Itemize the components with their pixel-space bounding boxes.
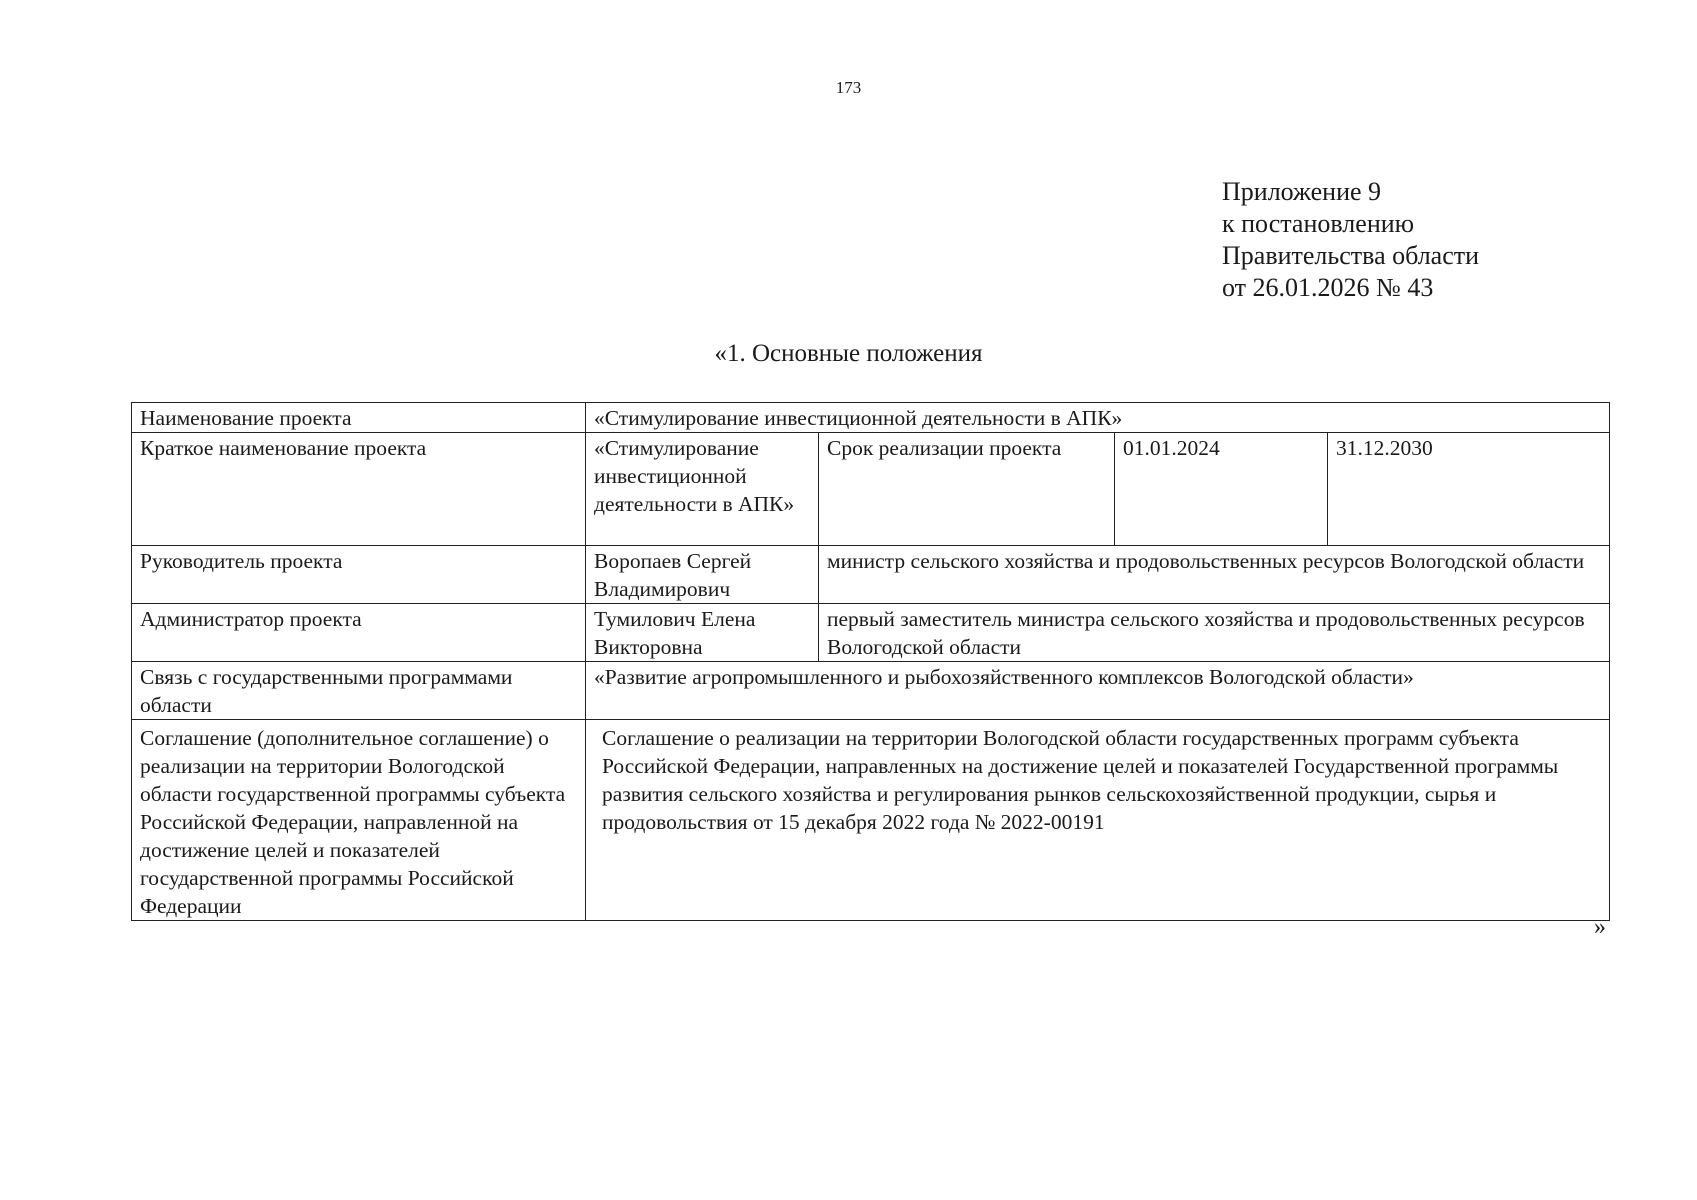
programs-value: «Развитие агропромышленного и рыбохозяйственного комплексов Вологодской области» [586,662,1610,720]
table-row-project-admin [132,604,1610,662]
project-admin-label: Администратор проекта [132,604,586,662]
project-admin-name: Тумилович Елена Викторовна [586,604,819,662]
project-info-table [131,402,1610,921]
project-name-value: «Стимулирование инвестиционной деятельности в АПК» [586,403,1610,433]
table-row-programs [132,662,1610,720]
table-row-short-name [132,433,1610,546]
agreement-label: Соглашение (дополнительное соглашение) о реализации на территории Вологодской области государственной программы субъекта Российской Федерации, направленной на достижение целей и показателей государственной программы Российской Федерации [132,720,586,921]
appendix-line-4: от 26.01.2026 № 43 [1222,273,1434,302]
project-name-label: Наименование проекта [132,403,586,433]
section-title: «1. Основные положения [714,340,983,367]
project-head-position: министр сельского хозяйства и продовольственных ресурсов Вологодской области [819,546,1610,604]
appendix-line-3: Правительства области [1222,241,1480,270]
appendix-line-1: Приложение 9 [1222,177,1382,206]
table-row-agreement [132,720,1610,921]
appendix-line-2: к постановлению [1222,209,1415,238]
project-head-name: Воропаев Сергей Владимирович [586,546,819,604]
table-row-project-head [132,546,1610,604]
agreement-value: Соглашение о реализации на территории Вологодской области государственных программ субъекта Российской Федерации, направленных на достижение целей и показателей Государственной программы развития сельского хозяйства и регулирования рынков сельскохозяйственной продукции, сырья и продовольствия от 15 декабря 2022 года № 2022-00191 [586,720,1610,921]
page-number: 173 [835,78,862,97]
end-date: 31.12.2030 [1328,433,1610,546]
appendix-header [1222,176,1479,304]
closing-quote: » [1594,914,1606,940]
project-head-label: Руководитель проекта [132,546,586,604]
project-admin-position: первый заместитель министра сельского хозяйства и продовольственных ресурсов Вологодской области [819,604,1610,662]
table-row-project-name [132,403,1610,433]
short-name-value: «Стимулирование инвестиционной деятельности в АПК» [586,433,819,546]
short-name-label: Краткое наименование проекта [132,433,586,546]
start-date: 01.01.2024 [1115,433,1328,546]
programs-label: Связь с государственными программами области [132,662,586,720]
period-label: Срок реализации проекта [819,433,1115,546]
